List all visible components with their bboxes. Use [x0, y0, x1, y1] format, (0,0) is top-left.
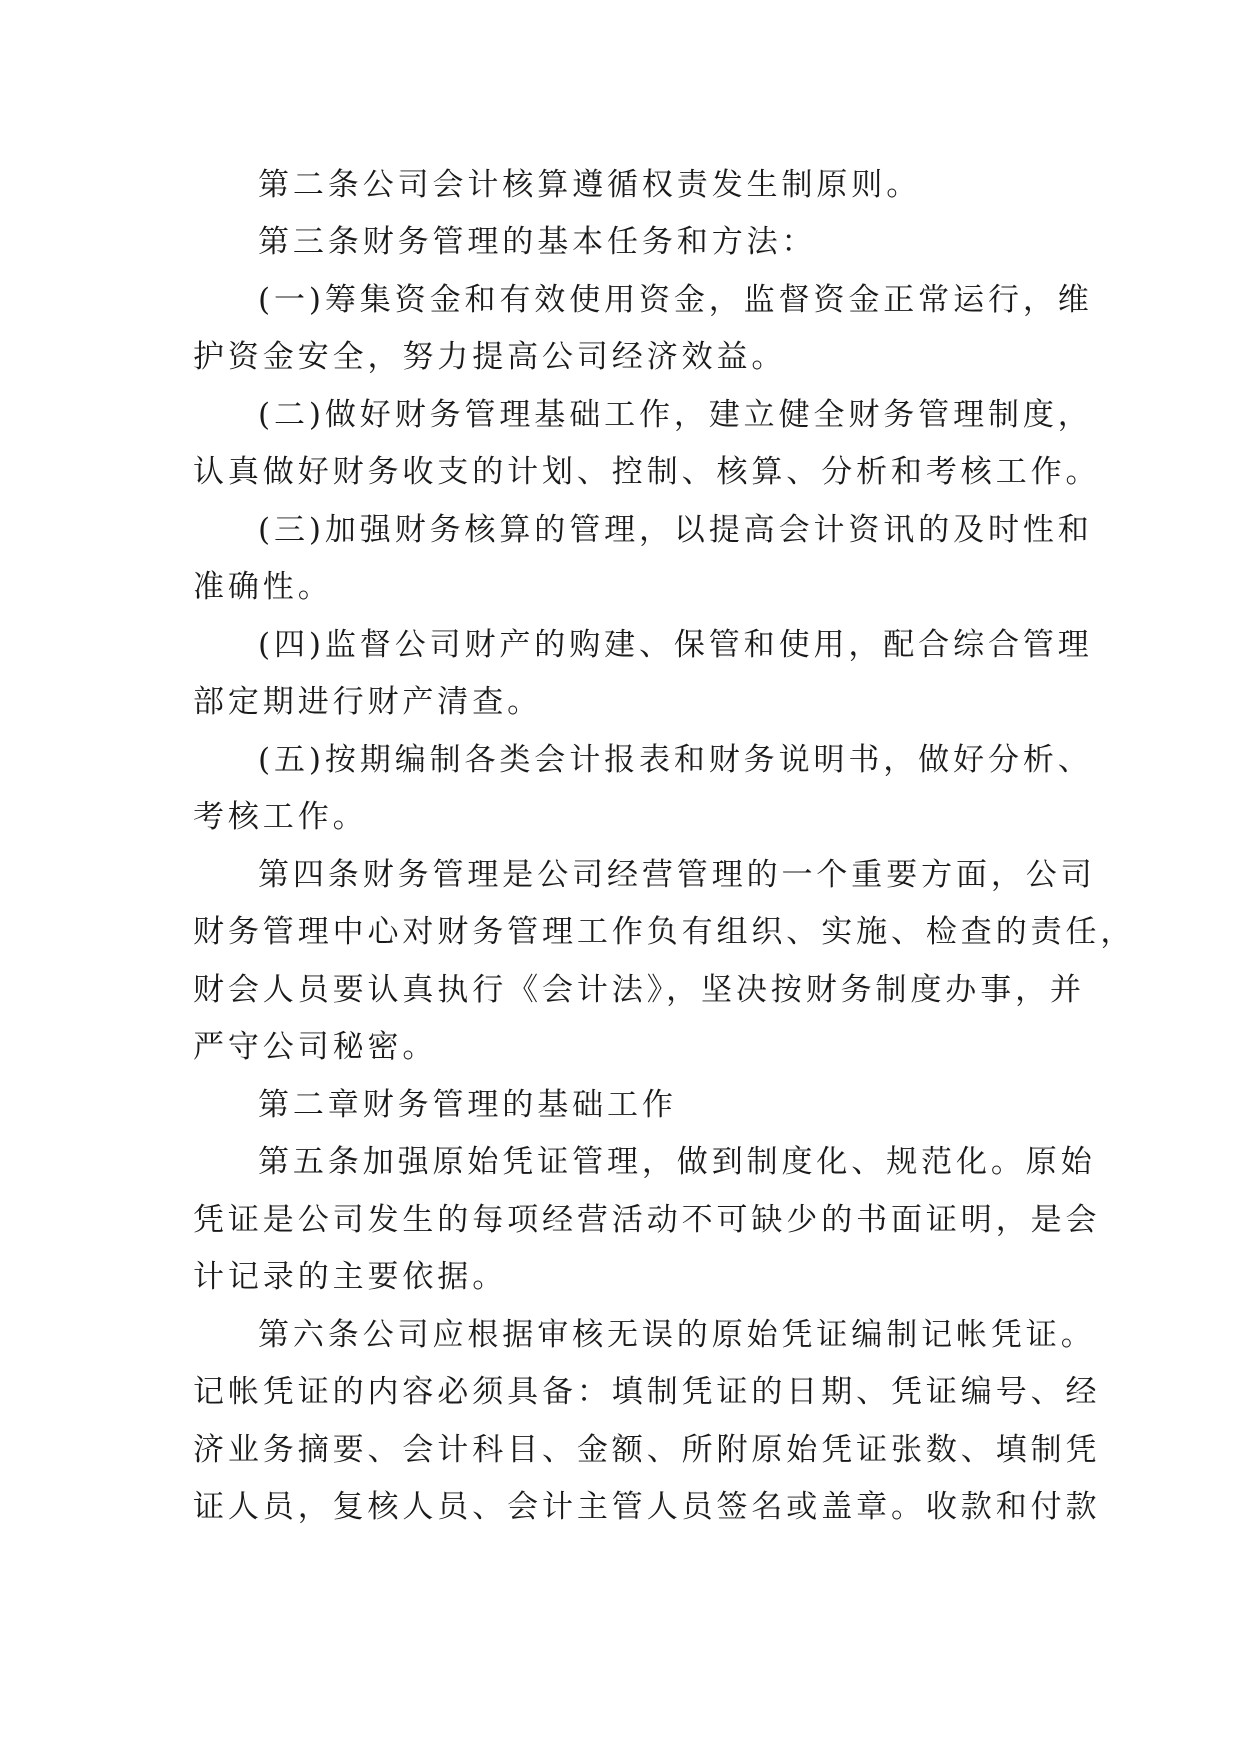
- item-1-line-1: (一)筹集资金和有效使用资金，监督资金正常运行，维: [258, 282, 1093, 318]
- item-2-line-2: 认真做好财务收支的计划、控制、核算、分析和考核工作。: [193, 454, 1101, 490]
- article-6-line-2: 记帐凭证的内容必须具备：填制凭证的日期、凭证编号、经: [193, 1374, 1101, 1410]
- item-3-line-2: 准确性。: [193, 569, 333, 605]
- article-6-line-4: 证人员，复核人员、会计主管人员签名或盖章。收款和付款: [193, 1489, 1101, 1525]
- item-5-line-2: 考核工作。: [193, 799, 368, 835]
- paragraph-article-3: 第三条财务管理的基本任务和方法：: [258, 224, 817, 260]
- item-1-line-2: 护资金安全，努力提高公司经济效益。: [193, 339, 787, 375]
- item-5-line-1: (五)按期编制各类会计报表和财务说明书，做好分析、: [258, 742, 1093, 778]
- chapter-2-heading: 第二章财务管理的基础工作: [258, 1087, 677, 1123]
- item-4-line-2: 部定期进行财产清查。: [193, 684, 542, 720]
- article-6-line-3: 济业务摘要、会计科目、金额、所附原始凭证张数、填制凭: [193, 1432, 1101, 1468]
- paragraph-article-2: 第二条公司会计核算遵循权责发生制原则。: [258, 167, 922, 203]
- article-6-line-1: 第六条公司应根据审核无误的原始凭证编制记帐凭证。: [258, 1317, 1096, 1353]
- item-3-line-1: (三)加强财务核算的管理，以提高会计资讯的及时性和: [258, 512, 1093, 548]
- article-5-line-3: 计记录的主要依据。: [193, 1259, 508, 1295]
- item-4-line-1: (四)监督公司财产的购建、保管和使用，配合综合管理: [258, 627, 1093, 663]
- article-5-line-2: 凭证是公司发生的每项经营活动不可缺少的书面证明，是会: [193, 1202, 1101, 1238]
- article-4-line-1: 第四条财务管理是公司经营管理的一个重要方面，公司: [258, 857, 1096, 893]
- article-4-line-3: 财会人员要认真执行《会计法》，坚决按财务制度办事，并: [193, 972, 1085, 1008]
- article-4-line-4: 严守公司秘密。: [193, 1029, 438, 1065]
- article-5-line-1: 第五条加强原始凭证管理，做到制度化、规范化。原始: [258, 1144, 1096, 1180]
- article-4-line-2: 财务管理中心对财务管理工作负有组织、实施、检查的责任，: [193, 914, 1136, 950]
- item-2-line-1: (二)做好财务管理基础工作，建立健全财务管理制度，: [258, 397, 1093, 433]
